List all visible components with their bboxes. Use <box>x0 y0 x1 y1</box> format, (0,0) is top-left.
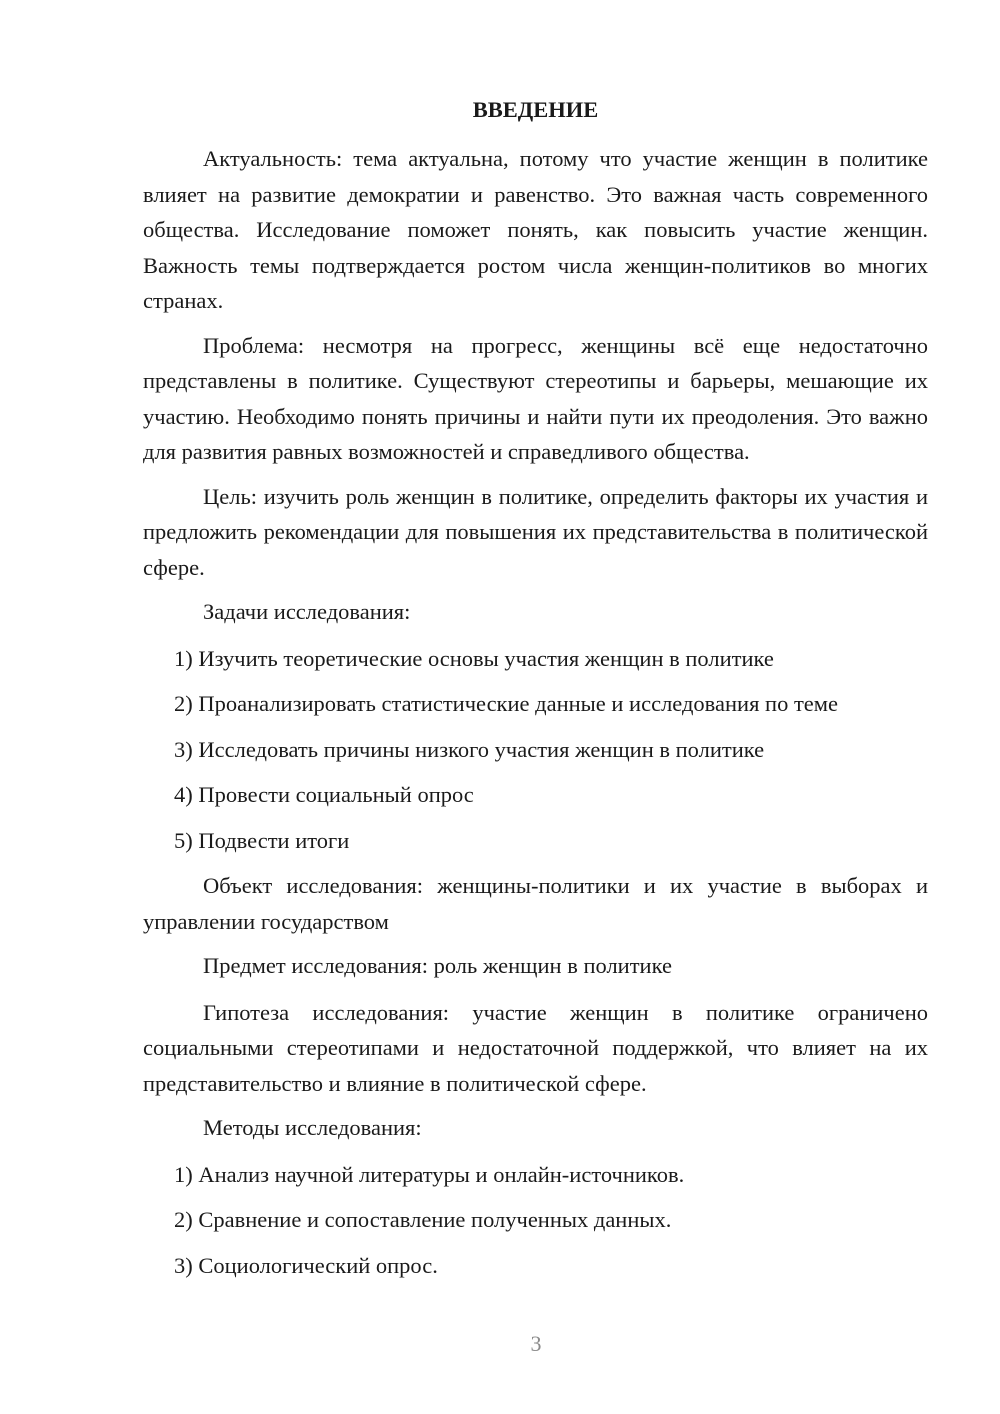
paragraph-subject: Предмет исследования: роль женщин в политике <box>203 953 672 978</box>
page-number: 3 <box>530 1331 542 1356</box>
tasks-heading: Задачи исследования: <box>203 599 411 624</box>
tasks-list <box>143 641 928 859</box>
list-item: 4) Провести социальный опрос <box>174 782 474 807</box>
page-title: ВВЕДЕНИЕ <box>472 97 599 122</box>
list-item: 5) Подвести итоги <box>174 827 350 853</box>
paragraph-problem: Проблема: несмотря на прогресс, женщины всё еще недостаточно представлены в политике. Существуют стереотипы и барьеры, мешающие их участию. Необходимо понять причины и найти пути их преодоления. Это важно для развития равных возможностей и справедливого общества. <box>143 332 928 464</box>
paragraph-object: Объект исследования: женщины-политики и их участие в выборах и управлении государством <box>143 873 928 934</box>
methods-heading: Методы исследования: <box>203 1115 422 1140</box>
paragraph-relevance: Актуальность: тема актуальна, потому что участие женщин в политике влияет на развитие демократии и равенство. Это важная часть современного общества. Исследование поможет понять, как повысить участие женщин. Важность темы подтверждается ростом числа женщин-политиков во многих странах. <box>143 146 928 313</box>
list-item: 3) Исследовать причины низкого участия женщин в политике <box>174 736 765 762</box>
list-item: 2) Проанализировать статистические данные и исследования по теме <box>174 691 839 716</box>
list-item: 1) Анализ научной литературы и онлайн-источников. <box>174 1161 685 1187</box>
paragraph-goal: Цель: изучить роль женщин в политике, определить факторы их участия и предложить рекомендации для повышения их представительства в политической сфере. <box>143 483 928 580</box>
paragraph-hypothesis: Гипотеза исследования: участие женщин в политике ограничено социальными стереотипами и недостаточной поддержкой, что влияет на их представительство и влияние в политической сфере. <box>143 999 928 1096</box>
methods-list <box>143 1157 928 1284</box>
list-item: 2) Сравнение и сопоставление полученных данных. <box>174 1207 672 1232</box>
list-item: 3) Социологический опрос. <box>174 1252 438 1278</box>
page-content <box>143 94 928 1293</box>
list-item: 1) Изучить теоретические основы участия женщин в политике <box>174 645 774 671</box>
